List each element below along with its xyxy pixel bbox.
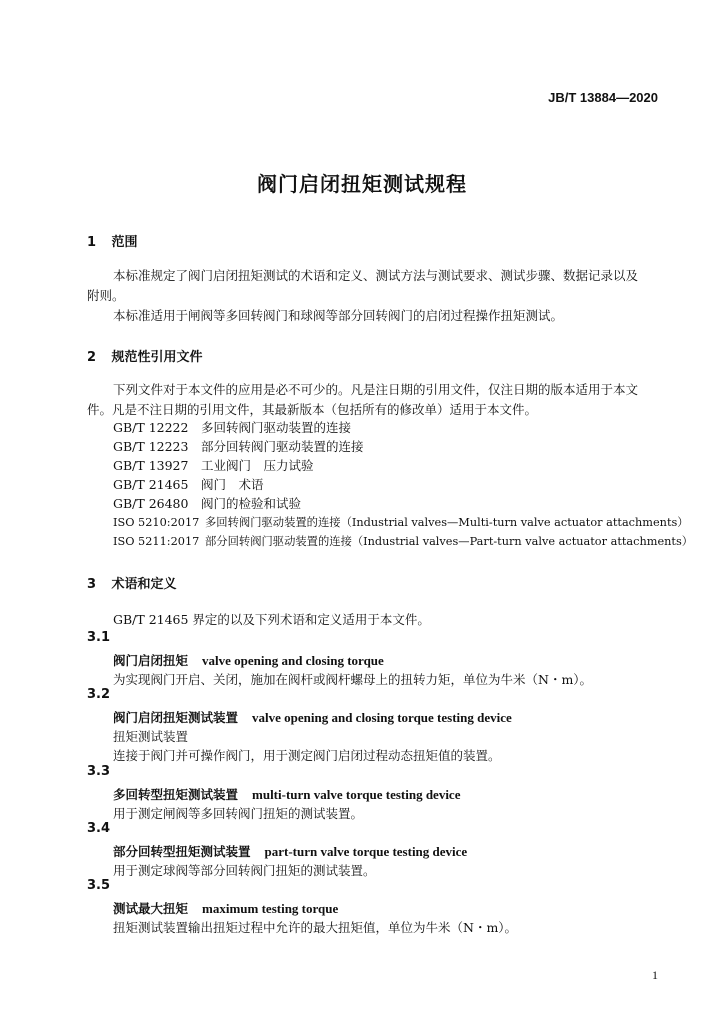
term-name	[113, 785, 460, 803]
term-definition: 连接于阀门并可操作阀门，用于测定阀门启闭过程动态扭矩值的装置。	[113, 748, 501, 763]
term-zh: 阀门启闭扭矩测试装置	[113, 710, 239, 725]
section-title: 术语和定义	[111, 577, 177, 592]
term-definition: 用于测定闸阀等多回转阀门扭矩的测试装置。	[113, 806, 364, 821]
term-zh: 阀门启闭扭矩	[113, 653, 189, 668]
reference-item	[113, 456, 314, 475]
term-en: multi-turn valve torque testing device	[252, 787, 461, 802]
paragraph-line: 附则。	[87, 288, 125, 303]
reference-item	[113, 418, 351, 437]
term-name	[113, 842, 467, 860]
term-definition: 为实现阀门开启、关闭，施加在阀杆或阀杆螺母上的扭转力矩，单位为牛米（N・m）。	[113, 672, 593, 687]
reference-code: GB/T 21465	[113, 477, 189, 492]
page-number: 1	[652, 968, 658, 982]
term-name	[113, 651, 384, 669]
reference-title: 部分回转阀门驱动装置的连接（Industrial valves—Part-turn valve actuator attachments）	[205, 535, 694, 548]
terms-intro: GB/T 21465 界定的以及下列术语和定义适用于本文件。	[113, 612, 430, 627]
section-heading	[87, 573, 177, 592]
term-en: part-turn valve torque testing device	[264, 844, 468, 859]
paragraph	[87, 266, 657, 326]
section-number: 3	[87, 577, 97, 592]
reference-item	[113, 532, 693, 551]
term-en: maximum testing torque	[202, 901, 339, 916]
paragraph-line: 本标准规定了阀门启闭扭矩测试的术语和定义、测试方法与测试要求、测试步骤、数据记录以及	[113, 268, 639, 283]
term-synonym: 扭矩测试装置	[113, 729, 189, 744]
term-number: 3.5	[87, 878, 111, 893]
reference-title: 工业阀门 压力试验	[201, 458, 314, 473]
section-number: 2	[87, 350, 97, 365]
term-number: 3.3	[87, 764, 111, 779]
reference-code: GB/T 12222	[113, 420, 189, 435]
standard-code: JB/T 13884—2020	[548, 90, 658, 105]
term-zh: 部分回转型扭矩测试装置	[113, 844, 251, 859]
term-name	[113, 708, 512, 726]
reference-code: GB/T 13927	[113, 458, 189, 473]
term-number: 3.4	[87, 821, 111, 836]
reference-code: GB/T 26480	[113, 496, 189, 511]
reference-title: 阀门 术语	[201, 477, 264, 492]
term-definition: 扭矩测试装置输出扭矩过程中允许的最大扭矩值，单位为牛米（N・m）。	[113, 920, 518, 935]
section-title: 规范性引用文件	[111, 350, 203, 365]
term-en: valve opening and closing torque	[202, 653, 384, 668]
section-heading	[87, 231, 138, 250]
section-number: 1	[87, 235, 97, 250]
term-zh: 多回转型扭矩测试装置	[113, 787, 239, 802]
term-zh: 测试最大扭矩	[113, 901, 189, 916]
paragraph-line: 本标准适用于闸阀等多回转阀门和球阀等部分回转阀门的启闭过程操作扭矩测试。	[113, 308, 564, 323]
reference-title: 阀门的检验和试验	[201, 496, 302, 511]
reference-code: GB/T 12223	[113, 439, 189, 454]
reference-item	[113, 475, 264, 494]
section-title: 范围	[111, 235, 138, 250]
reference-title: 多回转阀门驱动装置的连接	[201, 420, 352, 435]
reference-item	[113, 494, 301, 513]
reference-code: ISO 5211:2017	[113, 535, 200, 548]
reference-code: ISO 5210:2017	[113, 516, 200, 529]
reference-item	[113, 513, 689, 532]
reference-item	[113, 437, 364, 456]
term-number: 3.1	[87, 630, 111, 645]
paragraph-line: 件。凡是不注日期的引用文件，其最新版本（包括所有的修改单）适用于本文件。	[87, 402, 538, 417]
section-heading	[87, 346, 203, 365]
term-en: valve opening and closing torque testing device	[252, 710, 512, 725]
reference-title: 部分回转阀门驱动装置的连接	[201, 439, 364, 454]
document-title: 阀门启闭扭矩测试规程	[257, 172, 467, 196]
paragraph	[87, 380, 657, 420]
term-number: 3.2	[87, 687, 111, 702]
term-definition: 用于测定球阀等部分回转阀门扭矩的测试装置。	[113, 863, 376, 878]
paragraph-line: 下列文件对于本文件的应用是必不可少的。凡是注日期的引用文件，仅注日期的版本适用于本文	[113, 382, 639, 397]
reference-title: 多回转阀门驱动装置的连接（Industrial valves—Multi-turn valve actuator attachments）	[205, 516, 689, 529]
term-name	[113, 899, 338, 917]
